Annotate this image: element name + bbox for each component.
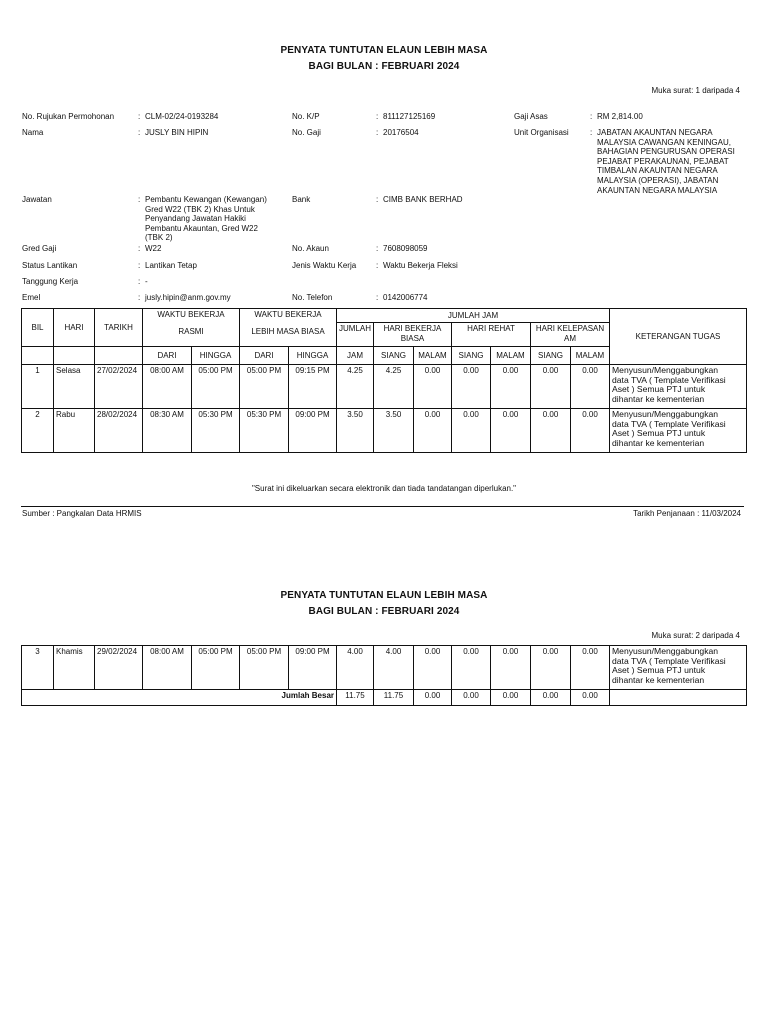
emel-label: Emel (22, 293, 41, 302)
bank-value: CIMB BANK BERHAD (383, 195, 463, 204)
total-jumlah: 11.75 (337, 690, 374, 706)
colon: : (138, 112, 141, 121)
colon: : (376, 128, 379, 137)
no-gaji-value: 20176504 (383, 128, 419, 137)
jawatan-line: Pembantu Akauntan, Gred W22 (145, 223, 258, 233)
unit-value (597, 128, 735, 195)
header-hari-biasa-line1: HARI BEKERJA (383, 324, 442, 333)
colon: : (138, 261, 141, 270)
total-row (22, 690, 747, 706)
total-biasa-malam: 0.00 (414, 690, 452, 706)
page1-page-number: Muka surat: 1 daripada 4 (651, 86, 740, 95)
header-keterangan: KETERANGAN TUGAS (610, 309, 747, 365)
keterangan-line: data TVA ( Template Verifikasi (612, 374, 726, 385)
cell-biasa-siang: 4.25 (374, 365, 414, 409)
cell-kelepasan-malam: 0.00 (571, 646, 610, 690)
gred-label: Gred Gaji (22, 244, 57, 253)
colon: : (138, 244, 141, 253)
cell-kelepasan-malam: 0.00 (571, 409, 610, 453)
jawatan-line: Pembantu Kewangan (Kewangan) (145, 195, 267, 204)
colon: : (376, 112, 379, 121)
keterangan-line: dihantar ke kementerian (612, 393, 705, 404)
keterangan-line: data TVA ( Template Verifikasi (612, 418, 726, 429)
keterangan-line: Menyusun/Menggabungkan (612, 365, 719, 375)
status-value: Lantikan Tetap (145, 261, 197, 270)
overtime-table (21, 308, 747, 453)
total-label: Jumlah Besar (22, 690, 337, 706)
cell-rasmi-dari: 08:00 AM (143, 365, 192, 409)
total-biasa-siang: 11.75 (374, 690, 414, 706)
cell-bil: 1 (22, 365, 54, 409)
header-jumlah-jam: JUMLAH JAM (337, 309, 610, 323)
waktu-kerja-value: Waktu Bekerja Fleksi (383, 261, 458, 270)
cell-kelepasan-siang: 0.00 (531, 409, 571, 453)
jawatan-value (145, 195, 267, 243)
header-hari: HARI (54, 309, 95, 347)
cell-tarikh: 28/02/2024 (95, 409, 143, 453)
cell-jumlah: 4.25 (337, 365, 374, 409)
header-waktu-rasmi (143, 309, 240, 347)
cell-keterangan (610, 646, 747, 690)
header-malam: MALAM (571, 347, 610, 365)
header-malam: MALAM (414, 347, 452, 365)
cell-bil: 2 (22, 409, 54, 453)
header-hari-biasa-line2: BIASA (400, 333, 425, 343)
header-hari-kelepasan-line1: HARI KELEPASAN (535, 324, 605, 333)
cell-rasmi-hingga: 05:00 PM (192, 646, 240, 690)
print-date: Tarikh Penjanaan : 11/03/2024 (633, 509, 741, 518)
header-hingga: HINGGA (289, 347, 337, 365)
header-dari: DARI (240, 347, 289, 365)
cell-hari: Rabu (54, 409, 95, 453)
no-gaji-label: No. Gaji (292, 128, 321, 137)
akaun-value: 7608098059 (383, 244, 428, 253)
cell-rehat-malam: 0.00 (491, 409, 531, 453)
cell-lebih-dari: 05:30 PM (240, 409, 289, 453)
header-jam: JAM (337, 347, 374, 365)
colon: : (138, 293, 141, 302)
header-hari-kelepasan-line2: AM (564, 333, 576, 343)
header-hari-biasa (374, 323, 452, 347)
total-keterangan-blank (610, 690, 747, 706)
gaji-asas-label: Gaji Asas (514, 112, 548, 121)
keterangan-line: Aset ) Semua PTJ untuk (612, 665, 706, 676)
header-hingga: HINGGA (192, 347, 240, 365)
tanggung-value: - (145, 277, 148, 286)
footer-divider (21, 506, 744, 507)
cell-rehat-malam: 0.00 (491, 646, 531, 690)
keterangan-line: dihantar ke kementerian (612, 674, 705, 685)
cell-hari: Khamis (54, 646, 95, 690)
cell-lebih-dari: 05:00 PM (240, 365, 289, 409)
table-row (22, 646, 747, 690)
cell-rehat-malam: 0.00 (491, 365, 531, 409)
telefon-value: 0142006774 (383, 293, 428, 302)
cell-biasa-malam: 0.00 (414, 409, 452, 453)
nama-value: JUSLY BIN HIPIN (145, 128, 209, 137)
colon: : (376, 261, 379, 270)
cell-tarikh: 27/02/2024 (95, 365, 143, 409)
header-waktu-lebih-line2: LEBIH MASA BIASA (251, 326, 325, 336)
bank-label: Bank (292, 195, 311, 204)
total-kelepasan-siang: 0.00 (531, 690, 571, 706)
akaun-label: No. Akaun (292, 244, 329, 253)
electronic-note: "Surat ini dikeluarkan secara elektronik dan tiada tandatangan diperlukan." (251, 484, 517, 493)
cell-biasa-malam: 0.00 (414, 646, 452, 690)
cell-rasmi-hingga: 05:00 PM (192, 365, 240, 409)
cell-tarikh: 29/02/2024 (95, 646, 143, 690)
total-rehat-malam: 0.00 (491, 690, 531, 706)
unit-line: BAHAGIAN PENGURUSAN OPERASI (597, 147, 735, 157)
cell-jumlah: 4.00 (337, 646, 374, 690)
table-row (22, 409, 747, 453)
header-dari: DARI (143, 347, 192, 365)
colon: : (376, 293, 379, 302)
cell-jumlah: 3.50 (337, 409, 374, 453)
emel-value: jusly.hipin@anm.gov.my (145, 293, 231, 302)
cell-rehat-siang: 0.00 (452, 409, 491, 453)
cell-biasa-siang: 3.50 (374, 409, 414, 453)
unit-line: JABATAN AKAUNTAN NEGARA (597, 128, 713, 137)
cell-rasmi-hingga: 05:30 PM (192, 409, 240, 453)
tanggung-label: Tanggung Kerja (22, 277, 79, 286)
jawatan-line: Gred W22 (TBK 2) Khas Untuk (145, 204, 255, 214)
cell-rehat-siang: 0.00 (452, 365, 491, 409)
cell-biasa-malam: 0.00 (414, 365, 452, 409)
jawatan-line: (TBK 2) (145, 233, 173, 243)
cell-lebih-hingga: 09:00 PM (289, 646, 337, 690)
cell-lebih-hingga: 09:00 PM (289, 409, 337, 453)
kp-value: 811127125169 (383, 112, 436, 121)
page1-subtitle: BAGI BULAN : FEBRUARI 2024 (308, 61, 460, 72)
page1-title: PENYATA TUNTUTAN ELAUN LEBIH MASA (280, 45, 488, 56)
page2-title: PENYATA TUNTUTAN ELAUN LEBIH MASA (280, 590, 488, 601)
cell-lebih-hingga: 09:15 PM (289, 365, 337, 409)
unit-line: TIMBALAN AKAUNTAN NEGARA (597, 166, 718, 176)
colon: : (376, 195, 379, 204)
header-bil: BIL (22, 309, 54, 347)
total-kelepasan-malam: 0.00 (571, 690, 610, 706)
header-siang: SIANG (374, 347, 414, 365)
gred-value: W22 (145, 244, 162, 253)
unit-line: AKAUNTAN NEGARA MALAYSIA (597, 185, 718, 195)
overtime-table-continued (21, 645, 747, 706)
header-siang: SIANG (452, 347, 491, 365)
rujukan-value: CLM-02/24-0193284 (145, 112, 219, 121)
rujukan-label: No. Rujukan Permohonan (22, 112, 115, 121)
cell-biasa-siang: 4.00 (374, 646, 414, 690)
colon: : (138, 128, 141, 137)
colon: : (590, 128, 593, 137)
jawatan-line: Penyandang Jawatan Hakiki (145, 214, 246, 224)
keterangan-line: Menyusun/Menggabungkan (612, 409, 719, 419)
keterangan-line: data TVA ( Template Verifikasi (612, 655, 726, 666)
header-tarikh: TARIKH (95, 309, 143, 347)
colon: : (376, 244, 379, 253)
cell-kelepasan-malam: 0.00 (571, 365, 610, 409)
cell-rasmi-dari: 08:00 AM (143, 646, 192, 690)
header-siang: SIANG (531, 347, 571, 365)
header-jumlah: JUMLAH (337, 323, 374, 347)
colon: : (138, 195, 141, 204)
page2-subtitle: BAGI BULAN : FEBRUARI 2024 (308, 606, 460, 617)
cell-rehat-siang: 0.00 (452, 646, 491, 690)
unit-label: Unit Organisasi (514, 128, 569, 137)
table-row (22, 365, 747, 409)
cell-kelepasan-siang: 0.00 (531, 365, 571, 409)
keterangan-line: dihantar ke kementerian (612, 437, 705, 448)
header-waktu-lebih-line1: WAKTU BEKERJA (254, 310, 322, 319)
cell-hari: Selasa (54, 365, 95, 409)
header-hari-kelepasan (531, 323, 610, 347)
status-label: Status Lantikan (22, 261, 78, 270)
waktu-kerja-label: Jenis Waktu Kerja (292, 261, 357, 270)
colon: : (590, 112, 593, 121)
gaji-asas-value: RM 2,814.00 (597, 112, 643, 121)
colon: : (138, 277, 141, 286)
cell-rasmi-dari: 08:30 AM (143, 409, 192, 453)
unit-line: MALAYSIA (OPERASI), JABATAN (597, 175, 719, 185)
header-waktu-rasmi-line2: RASMI (178, 326, 204, 336)
jawatan-label: Jawatan (22, 195, 52, 204)
telefon-label: No. Telefon (292, 293, 333, 302)
cell-lebih-dari: 05:00 PM (240, 646, 289, 690)
page2-page-number: Muka surat: 2 daripada 4 (651, 631, 740, 640)
header-blank (54, 347, 95, 365)
cell-keterangan (610, 365, 747, 409)
header-hari-rehat: HARI REHAT (452, 323, 531, 347)
cell-kelepasan-siang: 0.00 (531, 646, 571, 690)
total-rehat-siang: 0.00 (452, 690, 491, 706)
header-blank (95, 347, 143, 365)
unit-line: PEJABAT PERAKAUNAN, PEJABAT (597, 156, 729, 166)
keterangan-line: Menyusun/Menggabungkan (612, 646, 719, 656)
source-text: Sumber : Pangkalan Data HRMIS (22, 509, 142, 518)
keterangan-line: Aset ) Semua PTJ untuk (612, 428, 706, 439)
header-malam: MALAM (491, 347, 531, 365)
header-waktu-rasmi-line1: WAKTU BEKERJA (157, 310, 225, 319)
unit-line: MALAYSIA CAWANGAN KENINGAU, (597, 137, 731, 147)
kp-label: No. K/P (292, 112, 320, 121)
header-blank (22, 347, 54, 365)
cell-keterangan (610, 409, 747, 453)
cell-bil: 3 (22, 646, 54, 690)
nama-label: Nama (22, 128, 44, 137)
keterangan-line: Aset ) Semua PTJ untuk (612, 384, 706, 395)
header-waktu-lebih (240, 309, 337, 347)
